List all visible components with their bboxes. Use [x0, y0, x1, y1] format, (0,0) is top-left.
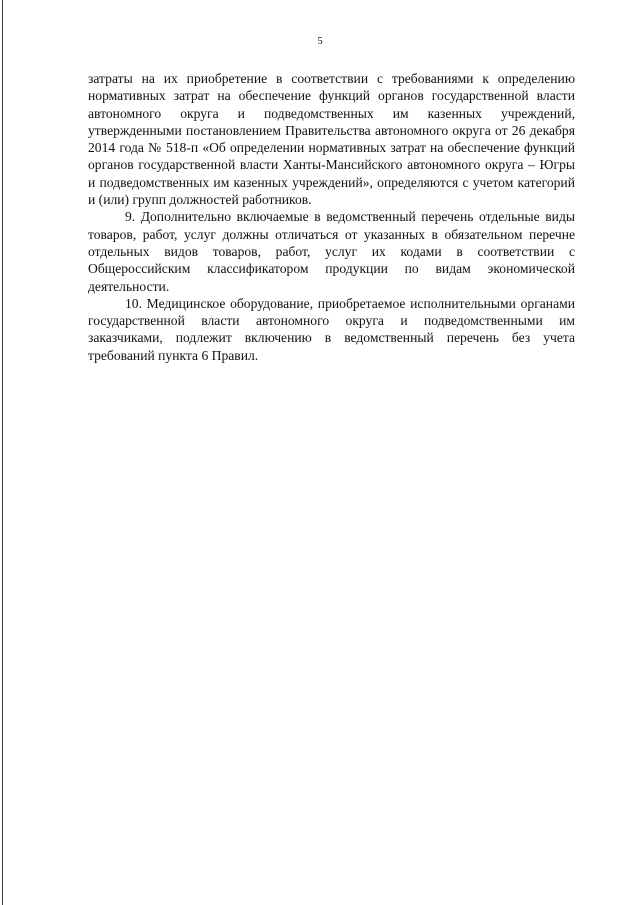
paragraph-continuation: затраты на их приобретение в соответствии с требованиями к определению нормативных затрат на обеспечение функций органов государственной власти автономного округа и подведомственных им казенных учреждений, утвержденными постановлением Правительства автономного округа от 26 декабря 2014 года № 518-п «Об определении нормативных затрат на обеспечение функций органов государственной власти Ханты-Мансийского автономного округа – Югры и подведомственных им казенных учреждений», определяются с учетом категорий и (или) групп должностей работников. — [88, 71, 575, 208]
paragraph-item-9: 9. Дополнительно включаемые в ведомственный перечень отдельные виды товаров, работ, услуг должны отличаться от указанных в обязательном перечне отдельных видов товаров, работ, услуг их кодами в соответствии с Общероссийским классификатором продукции по видам экономической деятельности. — [88, 209, 575, 294]
document-body — [88, 70, 575, 364]
page-edge-line — [2, 0, 3, 905]
paragraph-item-10: 10. Медицинское оборудование, приобретаемое исполнительными органами государственной власти автономного округа и подведомственными им заказчиками, подлежит включению в ведомственный перечень без учета требований пункта 6 Правил. — [88, 295, 575, 363]
page-number: 5 — [317, 36, 323, 47]
